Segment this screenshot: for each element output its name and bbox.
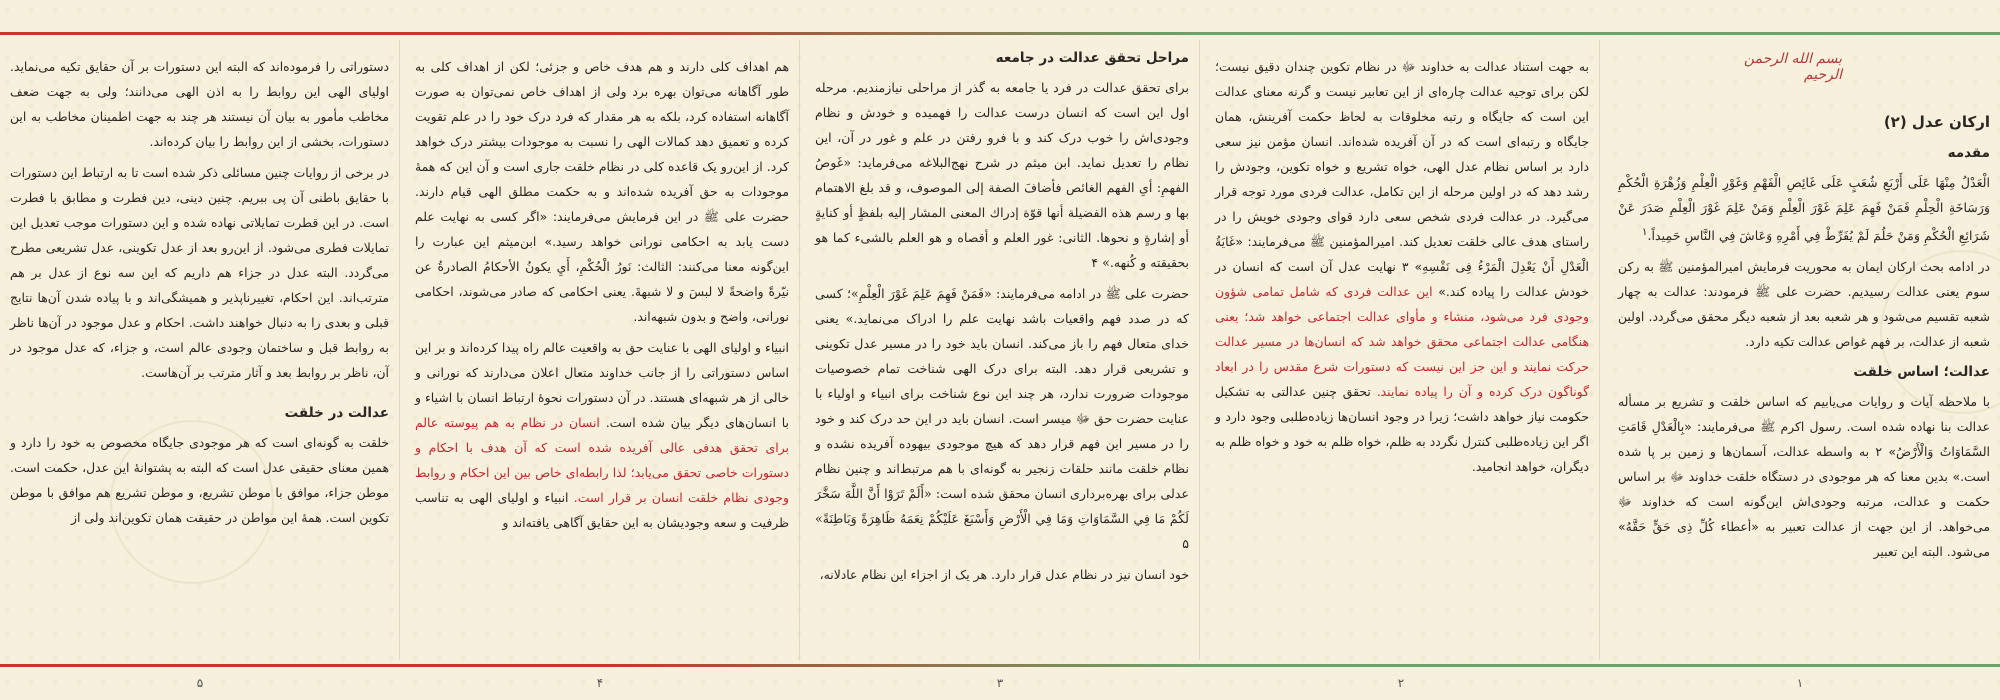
page-1-column [1608,40,2000,660]
page-number: ۱ [1796,676,1804,690]
section-paragraph: با ملاحظه آیات و روایات می‌یابیم که اساس خلقت و تشریع بر مسأله عدالت بنا نهاده شده است. رسول اکرم ﷺ می‌فرمایند: «بِالْعَدْلِ قَامَتِ السَّمَاوَاتُ وَالْأَرْضُ» ۲ به واسطه عدالت، آسمان‌ها و زمین بر پا شده است.» بدین معنا که هر موجودی در دستگاه خلقت خداوند ﷻ بر اساس حکمت و عدالت، مرتبه وجودی‌اش این‌گونه است که خداوند ﷻ می‌خواهد. از این جهت از عدالت تعبیر به «أعطاء کُلِّ ذِی حَقٍّ حَقَّهُ» می‌شود. البته این تعبیر [1618,394,1990,560]
page-4-column [405,40,800,660]
paragraph: به جهت استناد عدالت به خداوند ﷻ در نظام تکوین چندان دقیق نیست؛ لکن برای توجیه عدالت چاره‌ای از این تعابیر نیست و گرنه معنای عدالت این است که جایگاه و رتبه مخلوقات به لحاظ حکمت آفرینش، همان جایگاه و رتبه‌ای است که در آن آفریده شده‌اند. انسان مؤمن نیز سعی دارد بر اساس نظام عدل الهی، خواه تشریع و خواه تکوین، وجودش را رشد دهد که در اولین مرحله از این تکامل، عدالت فردی مورد توجه قرار می‌گیرد. در عدالت فردی شخص سعی دارد قوای وجودی خویش را در راستای هدف عالی خلقت تعدیل کند. امیرالمؤمنین ﷺ می‌فرمایند: «غَایَةُ الْعَدْلِ أَنْ یَعْدِلَ الْمَرْءُ فِی نَفْسِهِ» ۳ نهایت عدل آن است که انسان در خودش عدالت را پیاده کند.» این عدالت فردی که شامل تمامی شؤون وجودی فرد می‌شود، منشاء و مأوای عدالت اجتماعی خواهد شد؛ یعنی هنگامی عدالت اجتماعی محقق خواهد شد که انسان‌ها در مسیر عدالت حرکت نمایند و این جز این نیست که دستورات شرع مقدس را در ابعاد گوناگون درک کرده و آن را پیاده نمایند. تحقق چنین عدالتی به تشکیل حکومت نیاز خواهد داشت؛ زیرا در وجود انسان‌ها زیاده‌طلبی وجود دارد و اگر این زیاده‌طلبی کنترل نگردد به ظلم، خواه ظلم به خود و خواه ظلم به دیگران، خواهد انجامید. [1215,59,1589,474]
intro-paragraph: در ادامه بحث ارکان ایمان به محوریت فرمایش امیرالمؤمنین ﷺ به رکن سوم یعنی عدالت رسیدیم. حضرت علی ﷺ فرمودند: عدالت به چهار شعبه تقسیم می‌شود و هر شعبه بعد از شعبه دیگر محقق می‌گردد. اولین شعبه از عدالت، بر فهم غواص عدالت تکیه دارد. [1618,259,1990,350]
section-heading: عدالت؛ اساس خلقت [1853,364,1990,381]
page-number: ۴ [596,676,604,690]
page-number: ۲ [1397,676,1405,690]
intro-heading: مقدمه [1947,145,1990,161]
paragraph: حضرت علی ﷺ در ادامه می‌فرمایند: «فَمَنْ فَهِمَ عَلِمَ غَوْرَ الْعِلْمِ»؛ کسی که در صدد فهم واقعیات باشد نهایت علم را ادراک می‌نماید.» یعنی خدای متعال فهم را باز می‌کند. انسان باید خود را در مسیر عدل تکوینی و تشریعی قرار دهد. البته برای درک الهی شناخت تمام خصوصیات موجودات ضرورت ندارد، هر چند این نوع شناخت برای انبیاء و اولیاء با عنایت حضرت حق ﷻ میسر است. انسان باید در این حد درک کند و خود را در مسیر این فهم قرار دهد که هیچ موجودی بیهوده آفریده نشده و نظام خلقت مانند حلقات زنجیر به گونه‌ای با هم مرتبط‌اند و چنین نظام عدلی برای بهره‌برداری انسان محقق شده است: «أَلَمْ تَرَوْا أَنَّ اللَّهَ سَخَّرَ لَكُمْ مَا فِي السَّمَاوَاتِ وَمَا فِي الْأَرْضِ وَأَسْبَغَ عَلَيْكُمْ نِعَمَهُ ظَاهِرَةً وَبَاطِنَةً» ۵ [815,286,1189,551]
paragraph: خلقت به گونه‌ای است که هر موجودی جایگاه مخصوص به خود را دارد و همین معنای حقیقی عدل است که البته به پشتوانهٔ این عدل، حکمت است. موطن جزاء، موافق با موطن تشریع، و موطن تشریع هم موافق با موطن تکوین است. همهٔ این مواطن در حقیقت همان تکوین‌اند ولی از [10,435,389,525]
bottom-rule [0,664,2000,667]
page-3-column [805,40,1200,660]
paragraph: انبیاء و اولیای الهی با عنایت حق به واقعیت عالم راه پیدا کرده‌اند و بر این اساس دستوراتی را از جانب خداوند متعال اعلان می‌دارند که نورانی و خالی از هر شبهه‌ای هستند. در آن دستورات نحوهٔ ارتباط انسان با اشیاء و با انسان‌های دیگر بیان شده است. انسان در نظام به هم پیوسته عالم برای تحقق هدفی عالی آفریده شده است که آن هدف با احکام و دستورات خاصی تحقق می‌یابد؛ لذا رابطه‌ای خاص بین این احکام و روابط وجودی نظام خلقت انسان بر قرار است. انبیاء و اولیای الهی به تناسب ظرفیت و سعه وجودیشان به این حقایق آگاهی یافته‌اند و [415,340,789,530]
paragraph: هم اهداف کلی دارند و هم هدف خاص و جزئی؛ لکن از اهداف کلی به طور آگاهانه می‌توان بهره برد ولی از اهداف خاص نمی‌توان به صورت آگاهانه استفاده کرد، بلکه به هر مقدار که فرد درک خود را در علم تقویت کرده و تعمیق دهد کمالات الهی را نسبت به موجودات بیشتر درک خواهد کرد. از این‌رو یک قاعده کلی در نظام خلقت جاری است و آن این که همهٔ موجودات به حق آفریده شده‌اند و به حکمت مطلق الهی قیام دارند. حضرت علی ﷺ در این فرمایش می‌فرمایند: «اگر کسی به نهایت علم دست یابد به احکامی نورانی خواهد رسید.» ابن‌میثم این عبارت را این‌گونه معنا می‌کنند: الثالث: نَورُ الْحُكْمِ، أَيِ يكونُ الأحكامُ الصادرةُ عن نيّرةً واضحةً لا لبسَ و لا شبهةَ. یعنی احکامی که صادر می‌شوند، احکامی نورانی، واضح و بدون شبهه‌اند. [415,59,789,324]
page-number: ۵ [196,676,204,690]
paragraph: خود انسان نیز در نظام عدل قرار دارد. هر یک از اجزاء این نظام عادلانه، [819,567,1189,582]
arabic-quote: الْعَدْلُ مِنْهَا عَلَى أَرْبَعِ شُعَبٍ عَلَى غَائِصِ الْفَهْمِ وَغَوْرِ الْعِلْمِ وَزُهْرَةِ الْحُكْمِ وَرَسَاخَةِ الْحِلْمِ فَمَنْ فَهِمَ عَلِمَ غَوْرَ الْعِلْمِ وَمَنْ عَلِمَ غَوْرَ الْعِلْمِ صَدَرَ عَنْ شَرَائِعِ الْحُكْمِ وَمَنْ حَلُمَ لَمْ يُفَرِّطْ فِي أَمْرِهِ وَعَاشَ فِي النَّاسِ حَمِيداً.$^۱$ [1618,175,1990,244]
section-heading: عدالت در خلقت [284,405,389,421]
basmala-calligraphy: بسم الله الرحمن الرحیم [1743,51,1842,83]
highlighted-text: انسان در نظام به هم پیوسته عالم برای تحقق هدفی عالی آفریده شده است که آن هدف با احکام و دستورات خاصی تحقق می‌یابد؛ لذا رابطه‌ای خاص بین این احکام و روابط وجودی نظام خلقت انسان بر قرار است. [415,415,789,505]
top-rule [0,32,2000,35]
paragraph: در برخی از روایات چنین مسائلی ذکر شده است تا به ارتباط این دستورات با حقایق باطنی آن پی ببریم. چنین دینی، دین فطرت و مطابق با فطرت است. در این قطرت تمایلاتی نهاده شده و این دستورات موجب تعدیل این تمایلات فطری می‌شود. از این‌رو بعد از عدل تکوینی، عدل تشریعی مطرح می‌گردد. البته عدل در جزاء هم داریم که این سه نوع از عدل بر هم مترتب‌اند. این احکام، تغییرناپذیر و همیشگی‌اند و با پیاده شدن آن‌ها نتایج قبلی و بعدی را به دنبال خواهند داشت. احکام و عدل موجود در آن‌ها ناظر به روابط قبل و ساختمان وجودی عالم است، و جزاء، که عدل موجود در آن، ناظر بر روابط بعد و آثار مترتب بر آن‌هاست. [10,165,389,380]
highlighted-text: این عدالت فردی که شامل تمامی شؤون وجودی فرد می‌شود، منشاء و مأوای عدالت اجتماعی خواهد شد؛ یعنی هنگامی عدالت اجتماعی محقق خواهد شد که انسان‌ها در مسیر عدالت حرکت نمایند و این جز این نیست که دستورات شرع مقدس را در ابعاد گوناگون درک کرده و آن را پیاده نمایند. [1215,284,1589,399]
paragraph: برای تحقق عدالت در فرد یا جامعه به گذر از مراحلی نیازمندیم. مرحله اول این است که انسان درست عدالت را فهمیده و خودش و نظام وجودی‌اش را خوب درک کند و با فرو رفتن در علم و غور در آن، این نظام را تعدیل نماید. ابن میثم در شرح نهج‌البلاغه می‌فرماید: «غَوصُ الفهمِ: أیِ الفهم الغائص فأضافَ الصفة إلی الموصوف، و قد بلغ الاهتمام بها و رسم هذه الفضیلة أنها قوّة إدراك المعنی المشار إلیه بلفظٍ أو كنایةٍ أو إشارةٍ و نحوها. الثانی: غور العلم و أقصاه و هو العلم بالشیء كما هو بحقیقته و كُنهه.» ۴ [815,80,1189,270]
page-number: ۳ [996,676,1004,690]
page-title: ارکان عدل (۲) [1883,113,1990,131]
section-heading: مراحل تحقق عدالت در جامعه [995,50,1189,66]
paragraph: دستوراتی را فرموده‌اند که البته این دستورات بر آن حقایق تکیه می‌نماید. اولیای الهی این روابط را به اذن الهی می‌دانند؛ ولی به جهت ضعف مخاطب مأمور به بیان آن نیستند هر چند به جهت اطمینان مخاطب به این دستورات، بخشی از این روابط را بیان کرده‌اند. [10,59,389,149]
page-2-column [1205,40,1600,660]
page-5-column [0,40,400,660]
footnote-mark: ۱ [1641,226,1648,238]
